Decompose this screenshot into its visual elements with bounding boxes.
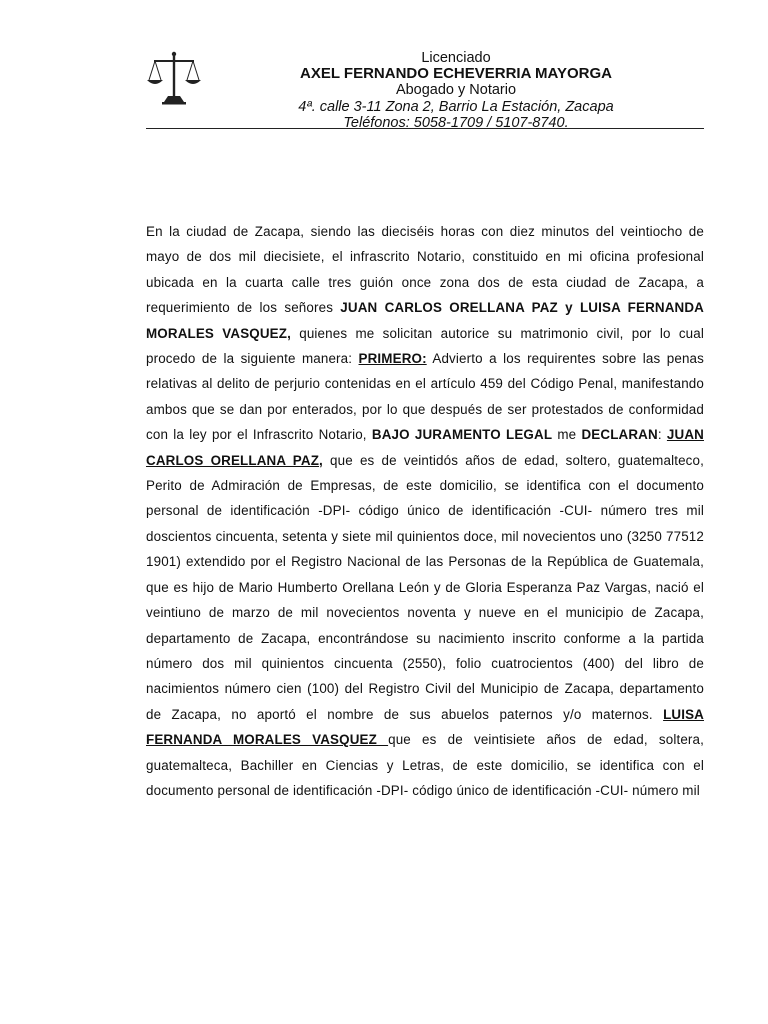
- body-paragraph: [146, 219, 704, 803]
- letterhead-name: AXEL FERNANDO ECHEVERRIA MAYORGA: [300, 65, 612, 83]
- body-heading-primero: PRIMERO:: [358, 351, 427, 367]
- letterhead-title: Licenciado: [421, 50, 491, 66]
- scales-of-justice-icon: [146, 50, 202, 106]
- letterhead: [146, 50, 704, 130]
- body-name-luisa-fernanda: LUISA FERNANDA MORALES VASQUEZ: [146, 706, 704, 748]
- body-bold-names: JUAN CARLOS ORELLANA PAZ y LUISA FERNANDA MORALES VASQUEZ,: [146, 300, 704, 341]
- letterhead-address: 4ª. calle 3-11 Zona 2, Barrio La Estación, Zacapa: [298, 98, 614, 115]
- body-text-segment: que es de veintidós años de edad, soltero, guatemalteco, Perito de Admiración de Empresas, de este domicilio, se identifica con el documento personal de identificación -DPI- código único de identificación -CUI- número tres mil doscientos cincuenta, setenta y siete mil quinientos doce, mil novecientos uno (3250 77512 1901) extendido por el Registro Nacional de las Personas de la República de Guatemala, que es hijo de Mario Humberto Orellana León y de Gloria Esperanza Paz Vargas, nació el veintiuno de marzo de mil novecientos noventa y nueve en el municipio de Zacapa, departamento de Zacapa, encontrándose su nacimiento inscrito conforme a la partida número dos mil quinientos cincuenta (2550), folio cuatrocientos (400) del libro de nacimientos número cien (100) del Registro Civil del Municipio de Zacapa, departamento de Zacapa, no aportó el nombre de sus abuelos paternos y/o maternos.: [146, 452, 704, 722]
- letterhead-profession: Abogado y Notario: [395, 82, 517, 99]
- body-text-segment: Advierto a los requirentes sobre las penas relativas al delito de perjurio contenidas en el artículo 459 del Código Penal, manifestando ambos que se dan por enterados, por lo que después de ser protestados de conformidad con la ley por el Infrascrito Notario,: [146, 351, 704, 443]
- letterhead-divider: [146, 128, 704, 129]
- body-text-segment: que es de veintisiete años de edad, soltera, guatemalteca, Bachiller en Ciencias y Letras, de este domicilio, se identifica con el documento personal de identificación -DPI- código único de identificación -CUI- número mil: [146, 732, 704, 798]
- body-bold-juramento: BAJO JURAMENTO LEGAL: [371, 427, 553, 443]
- body-text-segment: En la ciudad de Zacapa, siendo las dieciséis horas con diez minutos del veintiocho de mayo de dos mil diecisiete, el infrascrito Notario, constituido en mi oficina profesional ubicada en la cuarta calle tres guión once zona dos de esta ciudad de Zacapa, a requerimiento de los señores: [146, 224, 704, 316]
- body-text-segment: me: [552, 427, 582, 443]
- body-bold-declaran: DECLARAN: [581, 427, 658, 443]
- letterhead-phones: Teléfonos: 5058-1709 / 5107-8740.: [343, 114, 569, 131]
- document-body: [146, 219, 704, 803]
- body-name-juan-carlos: JUAN CARLOS ORELLANA PAZ,: [146, 427, 704, 468]
- body-text-segment: :: [657, 427, 667, 443]
- body-text-segment: quienes me solicitan autorice su matrimonio civil, por lo cual procedo de la siguiente manera:: [146, 325, 704, 367]
